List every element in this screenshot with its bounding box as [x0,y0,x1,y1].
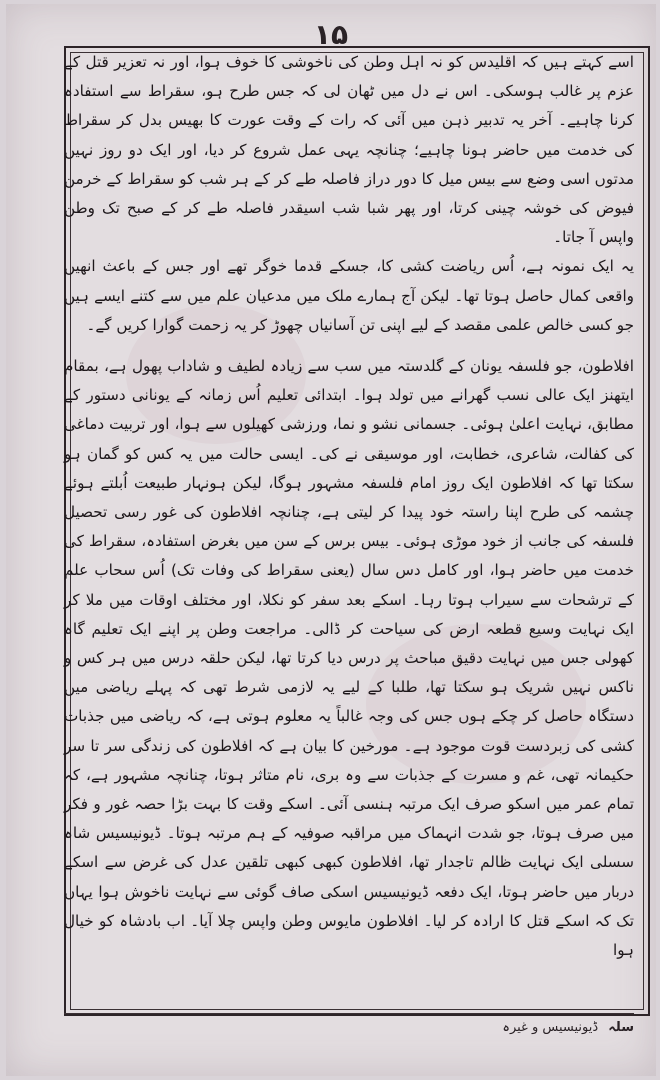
footnote [334,1020,634,1035]
paragraph-plato: افلاطون، جو فلسفہ یونان کے گلدستہ میں سب سے زیادہ لطیف و شاداب پھول ہے، بمقام ایتھنز ایک عالی نسب گھرانے میں تولد ہوا۔ ابتدائی تعلیم اُس زمانہ کے یونانی دستور کے مطابق، نہایت اعلیٰ ہوئی۔ جسمانی نشو و نما، ورزشی کھیلوں سے ہوا، اور تربیت دماغی کی کفالت، شاعری، خطابت، اور موسیقی نے کی۔ ایسی حالت میں یہ کس کو گمان ہو سکتا تھا کہ افلاطون ایک روز امام فلسفہ مشہور ہوگا، لیکن ہونہار طبیعت اُبلتے ہوئے چشمہ کی طرح اپنا راستہ خود پیدا کر لیتی ہے، چنانچہ افلاطون کی غور رسی تحصیل فلسفہ کی جانب از خود موڑی ہوئی۔ بیس برس کے سن میں بغرض استفادہ، سقراط کی خدمت میں حاضر ہوا، اور کامل دس سال (یعنی سقراط کی وفات تک) اُس سحاب علم کے ترشحات سے سیراب ہوتا رہا۔ اسکے بعد سفر کو نکلا، اور مختلف اوقات میں ملا کر ایک نہایت وسیع قطعہ ارض کی سیاحت کر ڈالی۔ مراجعت وطن پر اپنے ایک تعلیم گاہ کھولی جس میں نہایت دقیق مباحث پر درس دیا کرتا تھا، لیکن حلقہ درس میں ہر کس و ناکس نہیں شریک ہو سکتا تھا، طلبا کے لیے یہ لازمی شرط تھی کہ پہلے ریاضی میں دستگاہ حاصل کر چکے ہوں جس کی وجہ غالباً یہ معلوم ہوتی ہے، کہ ریاضی میں جذبات کشی کی زبردست قوت موجود ہے۔ مورخین کا بیان ہے کہ افلاطون کی زندگی سر تا سر حکیمانہ تھی، غم و مسرت کے جذبات سے وہ بری، نام متاثر ہوتا، چنانچہ مشہور ہے، کہ تمام عمر میں اسکو صرف ایک مرتبہ ہنسی آئی۔ اسکے وقت کا بہت بڑا حصہ غور و فکر میں صرف ہوتا، جو شدت انہماک میں مراقبہ صوفیہ کے ہم مرتبہ ہوتا۔ ڈیونیسیس شاہ سسلی ایک نہایت ظالم تاجدار تھا، افلاطون کبھی کبھی تلقین عدل کی غرض سے اسکے دربار میں حاضر ہوتا، ایک دفعہ ڈیونیسیس اسکی صاف گوئی سے نہایت ناخوش ہوا یہاں تک کہ اسکے قتل کا ارادہ کر لیا۔ افلاطون مایوس وطن واپس چلا آیا۔ اب بادشاہ کو خیال ہوا [64,357,634,960]
body-text [64,48,634,1003]
paragraph-example: یہ ایک نمونہ ہے، اُس ریاضت کشی کا، جسکے قدما خوگر تھے اور جس کے باعث انھیں واقعی کمال حاصل ہوتا تھا۔ لیکن آج ہمارے ملک میں مدعیان علم میں سے کتنے ایسے ہیں جو کسی خالص علمی مقصد کے لیے اپنی تن آسانیاں چھوڑ کر یہ زحمت گوارا کریں گے۔ [64,257,634,334]
footnote-mark: سلہ [608,1020,634,1035]
footnote-text: ڈیونیسیس و غیرہ [502,1020,599,1035]
page-number: ۱۵ [313,18,349,51]
paragraph-euclid: اسے کہتے ہیں کہ اقلیدس کو نہ اہل وطن کی ناخوشی کا خوف ہوا، اور نہ تعزیر قتل کے عزم پر غالب ہوسکی۔ اس نے دل میں ٹھان لی کہ جس طرح ہو، سقراط سے استفادہ کرنا چاہیے۔ آخر یہ تدبیر ذہن میں آئی کہ رات کے وقت عورت کا بھیس بدل کر سقراط کی خدمت میں حاضر ہونا چاہیے؛ چنانچہ یہی عمل شروع کر دیا، اور ایک دو روز نہیں مدتوں اسی وضع سے بیس میل کا دور دراز فاصلہ طے کر کے ہر شب کو سقراط کے خرمن فیوض کی خوشہ چینی کرتا، اور پھر شبا شب اسیقدر فاصلہ طے کر کے صبح تک وطن واپس آ جاتا۔ [64,53,634,247]
footnote-divider [64,1013,634,1014]
